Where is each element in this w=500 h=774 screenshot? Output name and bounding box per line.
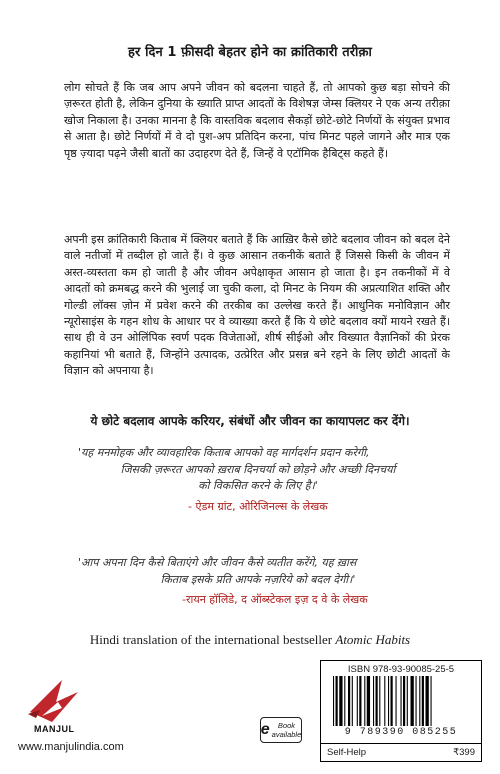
testimonial-2-attribution: -रायन हॉलिडे, द ऑब्स्टेकल इज़ द वे के लेखक (182, 593, 368, 607)
translation-note-prefix: Hindi translation of the international bestseller (89, 632, 336, 647)
translation-note (0, 632, 500, 648)
ebook-available-badge (260, 717, 302, 743)
barcode-panel (320, 660, 482, 762)
testimonial-1-attribution: - ऐडम ग्रांट, ओरिजिनल्स के लेखक (188, 499, 328, 513)
emphasis-statement: ये छोटे बदलाव आपके करियर, संबंधों और जीवन का कायापलट कर देंगे। (90, 414, 410, 428)
publisher-name: MANJUL (34, 724, 75, 734)
ebook-icon: e (260, 721, 270, 738)
description-paragraph-1: लोग सोचते हैं कि जब आप अपने जीवन को बदलना चाहते हैं, तो आपको कुछ बड़ा सोचने की ज़रूरत होती है, लेकिन दुनिया के ख्याति प्राप्त आदतों के विशेषज्ञ जेम्स क्लियर ने एक अन्य तरीक़ा खोज निकाला है। उनका मानना है कि वास्तविक बदलाव सैकड़ों छोटे-छोटे निर्णयों के संयुक्त प्रभाव से आता है। छोटे निर्णयों में वे दो पुश-अप प्रतिदिन करना, पांच मिनट पहले जागने और मात्र एक पृष्ठ ज़्यादा पढ़ने जैसी बातों का उदाहरण देते हैं, जिन्हें वे एटॉमिक हैबिट्स कहते हैं। (64, 81, 450, 160)
testimonial-1-line-1: 'यह मनमोहक और व्यावहारिक किताब आपको वह मार्गदर्शन प्रदान करेगी, (78, 446, 370, 459)
isbn-number: ISBN 978-93-90085-25-5 (347, 664, 455, 675)
publisher-website[interactable]: www.manjulindia.com (18, 741, 124, 753)
barcode-number: 9 789390 085255 (344, 727, 458, 738)
barcode-icon (331, 676, 471, 726)
testimonial-1-line-3: को विकसित करने के लिए है।' (198, 479, 318, 493)
testimonial-1 (78, 445, 438, 515)
book-price: ₹399 (453, 747, 475, 758)
testimonial-2-line-1: 'आप अपना दिन कैसे बिताएंगे और जीवन कैसे व्यतीत करेंगे, यह ख़ास (78, 556, 357, 569)
testimonial-2-line-2: किताब इसके प्रति आपके नज़रिये को बदल देगी।' (160, 572, 356, 586)
description-paragraph-2: अपनी इस क्रांतिकारी किताब में क्लियर बताते हैं कि आख़िर कैसे छोटे बदलाव जीवन को बदल देने वाले नतीजों में तब्दील हो जाते हैं। वे कुछ आसान तकनीकें बताते हैं जिससे किसी के जीवन में अस्त-व्यस्तता कम हो जाती है और जीवन अपेक्षाकृत आसान हो जाता है। इन तकनीकों में वे आदतों को क्रमबद्ध करने की भुलाई जा चुकी कला, दो मिनट के नियम की अप्रत्याशित शक्ति और गोल्डी लॉक्स ज़ोन में प्रवेश करने की तरकीब का उल्लेख करते हैं। आधुनिक मनोविज्ञान और न्यूरोसाइंस के गहन शोध के आधार पर वे व्याख्या करते हैं कि ये छोटे बदलाव क्यों मायने रखते हैं। साथ ही वे उन ओलिंपिक स्वर्ण पदक विजेताओं, शीर्ष सीईओ और विख्यात वैज्ञानिकों की प्रेरक कहानियां भी बताते हैं, जिन्होंने उत्पादक, उत्प्रेरित और प्रसन्न बने रहने के लिए छोटी आदतों के विज्ञान को अपनाया है। (64, 233, 450, 378)
original-title: Atomic Habits (335, 632, 411, 647)
ebook-label: Book (277, 721, 296, 730)
book-category: Self-Help (327, 747, 367, 758)
tagline: हर दिन 1 फ़ीसदी बेहतर होने का क्रांतिकारी तरीक़ा (128, 45, 372, 60)
testimonial-1-line-2: जिसकी ज़रूरत आपको ख़राब दिनचर्या को छोड़ने और अच्छी दिनचर्या (120, 462, 396, 476)
price-row (321, 743, 481, 762)
ebook-availability: available (271, 730, 302, 739)
testimonial-2 (78, 555, 438, 609)
